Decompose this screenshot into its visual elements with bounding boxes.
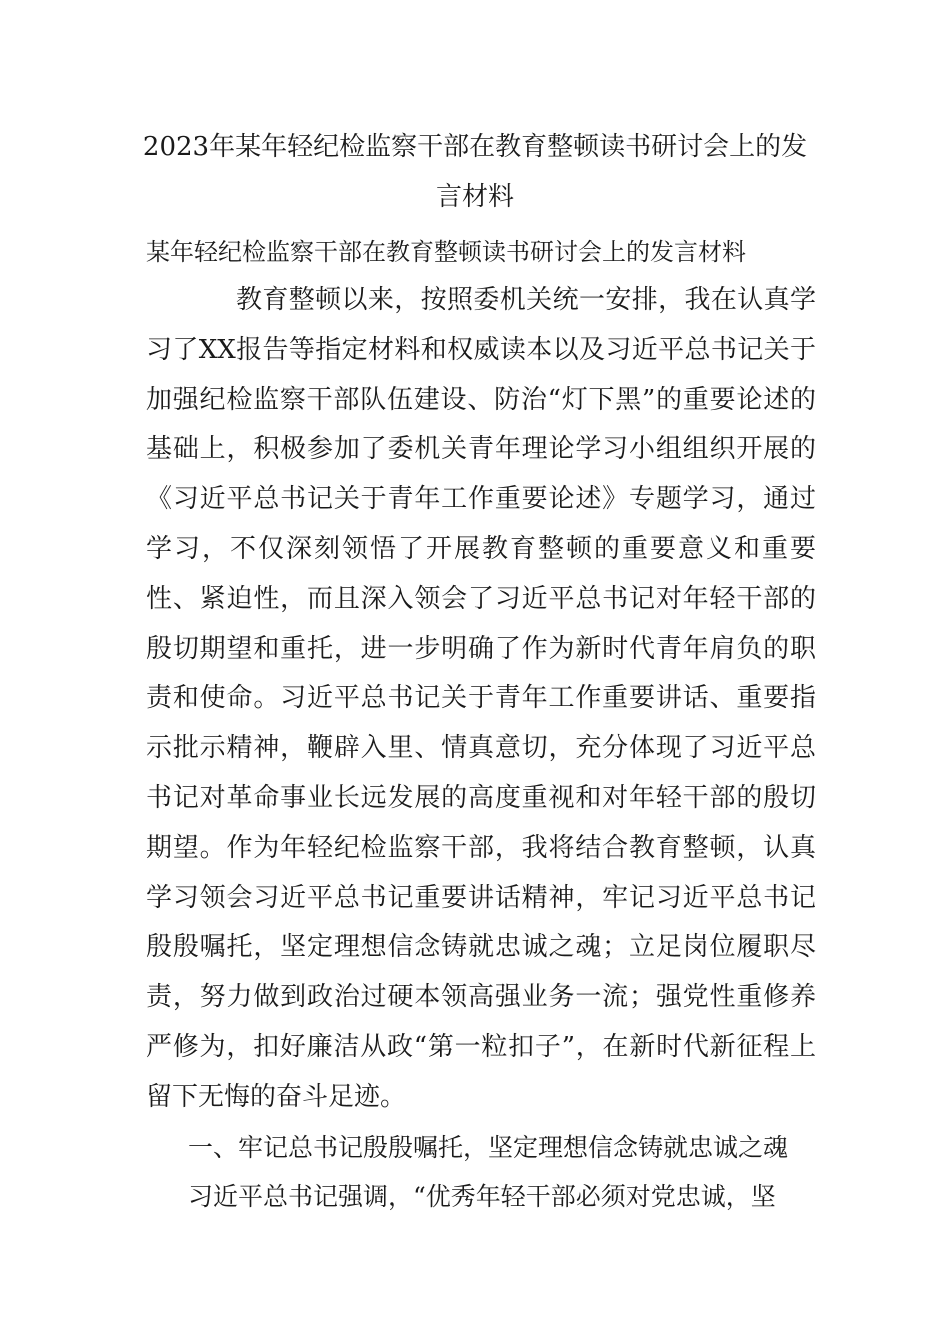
document-title: 2023年某年轻纪检监察干部在教育整顿读书研讨会上的发言材料 — [142, 132, 808, 212]
intro-paragraph: 教育整顿以来，按照委机关统一安排，我在认真学习了XX报告等指定材料和权威读本以及习近平总书记关于加强纪检监察干部队伍建设、防治“灯下黑”的重要论述的基础上，积极参加了委机关青年理论学习小组组织开展的《习近平总书记关于青年工作重要论述》专题学习，通过学习，不仅深刻领悟了开展教育整顿的重要意义和重要性、紧迫性，而且深入领会了习近平总书记对年轻干部的殷切期望和重托，进一步明确了作为新时代青年肩负的职责和使命。习近平总书记关于青年工作重要讲话、重要指示批示精神，鞭辟入里、情真意切，充分体现了习近平总书记对革命事业长远发展的高度重视和对年轻干部的殷切期望。作为年轻纪检监察干部，我将结合教育整顿，认真学习领会习近平总书记重要讲话精神，牢记习近平总书记殷殷嘱托，坚定理想信念铸就忠诚之魂；立足岗位履职尽责，努力做到政治过硬本领高强业务一流；强党性重修养严修为，扣好廉洁从政“第一粒扣子”，在新时代新征程上留下无悔的奋斗足迹。 — [146, 285, 816, 1112]
section-paragraph: 习近平总书记强调，“优秀年轻干部必须对党忠诚，坚 — [188, 1182, 776, 1211]
section-heading: 一、牢记总书记殷殷嘱托，坚定理想信念铸就忠诚之魂 — [188, 1133, 789, 1162]
document-subtitle: 某年轻纪检监察干部在教育整顿读书研讨会上的发言材料 — [146, 238, 746, 266]
